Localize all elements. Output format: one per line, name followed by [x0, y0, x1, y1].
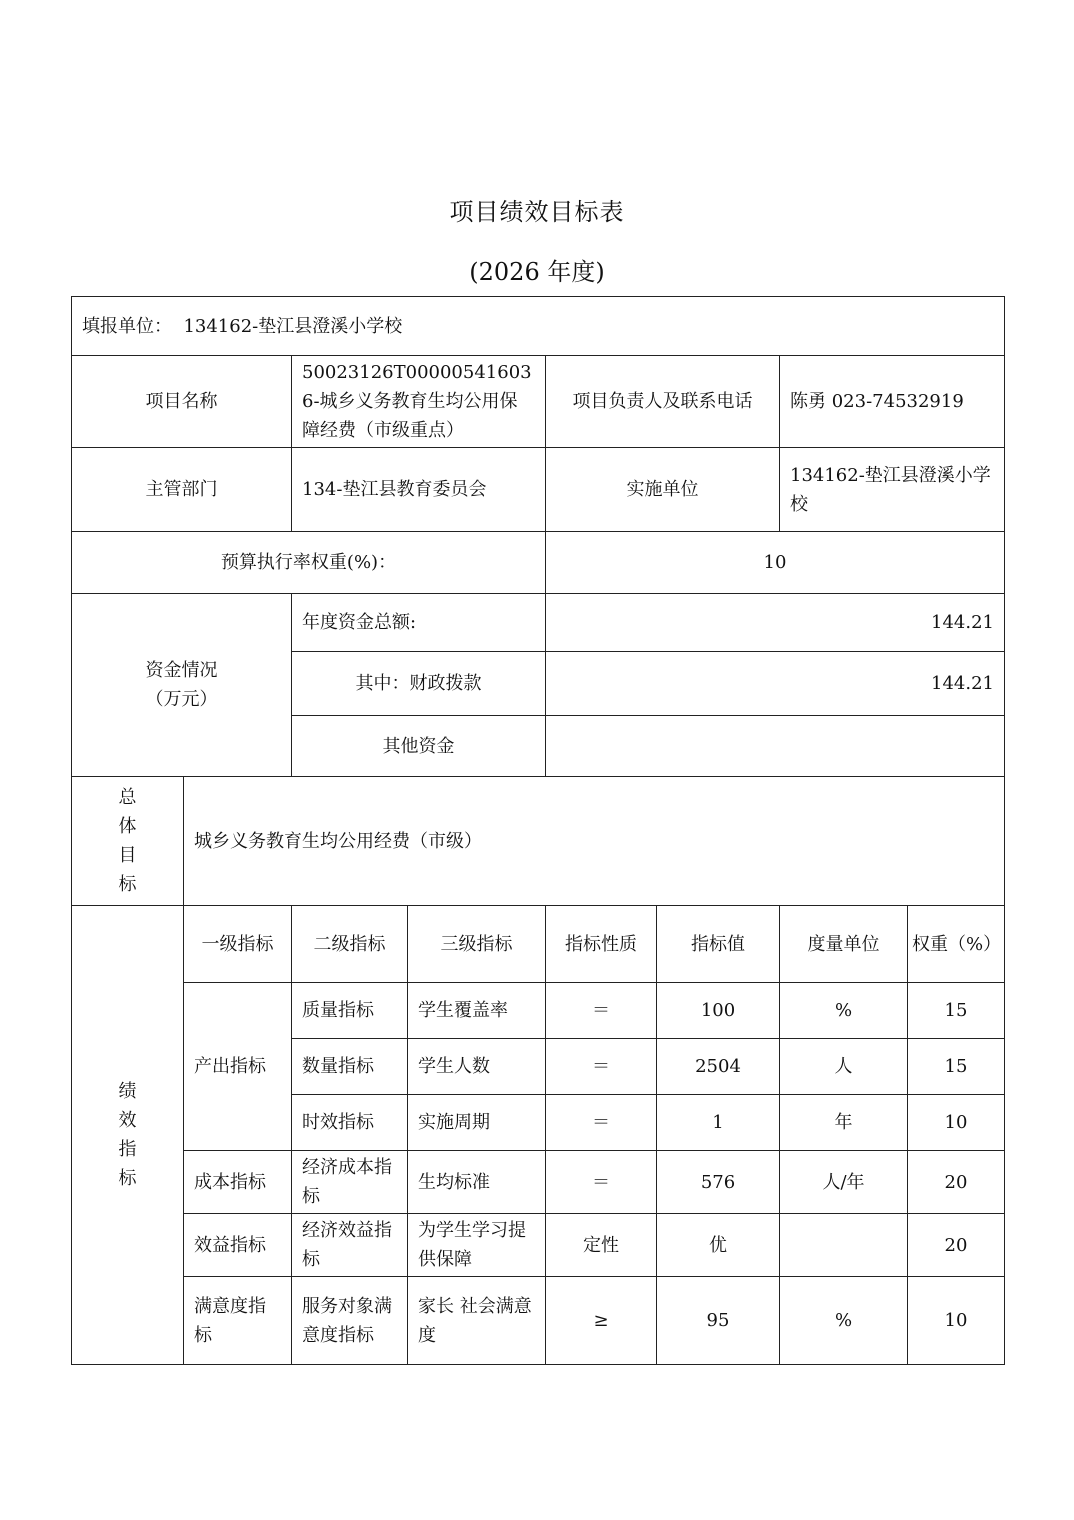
level3-cell: 生均标准: [408, 1151, 546, 1214]
value-cell: 95: [657, 1277, 780, 1365]
goal-row: [72, 777, 1005, 906]
nature-cell: ≥: [546, 1277, 657, 1365]
unit-cell: [780, 1214, 908, 1277]
table-row: [72, 1277, 1005, 1365]
perf-label-char: 指: [118, 1139, 137, 1160]
value-cell: 1: [657, 1095, 780, 1151]
annual-total-row: [72, 594, 1005, 652]
dept-label: 主管部门: [72, 448, 292, 532]
dept-value: 134-垫江县教育委员会: [292, 448, 546, 532]
level2-cell: 时效指标: [292, 1095, 408, 1151]
perf-label-char: 标: [118, 1168, 137, 1189]
level3-cell: 家长 社会满意度: [408, 1277, 546, 1365]
project-row: [72, 356, 1005, 448]
weight-cell: 20: [908, 1214, 1005, 1277]
unit-cell: 人: [780, 1039, 908, 1095]
budget-rate-value: 10: [546, 532, 1005, 594]
value-cell: 优: [657, 1214, 780, 1277]
perf-label: [72, 906, 184, 1365]
weight-cell: 15: [908, 983, 1005, 1039]
goal-label-char: 体: [118, 816, 137, 837]
unit-cell: %: [780, 983, 908, 1039]
page-subtitle: (2026 年度): [469, 258, 605, 286]
header-level1: 一级指标: [184, 906, 292, 983]
nature-cell: ＝: [546, 1039, 657, 1095]
unit-cell: [72, 297, 1005, 356]
budget-rate-row: [72, 532, 1005, 594]
level3-cell: 学生覆盖率: [408, 983, 546, 1039]
funds-label-line1: 资金情况: [145, 660, 218, 681]
unit-cell: %: [780, 1277, 908, 1365]
nature-cell: ＝: [546, 1095, 657, 1151]
table-row: [72, 1151, 1005, 1214]
perf-label-char: 效: [118, 1110, 137, 1131]
value-cell: 100: [657, 983, 780, 1039]
level2-cell: 经济效益指标: [292, 1214, 408, 1277]
other-funds-value: [546, 716, 1005, 777]
level3-cell: 学生人数: [408, 1039, 546, 1095]
fiscal-label: 其中：财政拨款: [292, 652, 546, 716]
header-unit: 度量单位: [780, 906, 908, 983]
weight-cell: 10: [908, 1277, 1005, 1365]
level3-cell: 实施周期: [408, 1095, 546, 1151]
funds-label: [72, 594, 292, 777]
header-nature: 指标性质: [546, 906, 657, 983]
goal-label-char: 目: [118, 845, 137, 866]
nature-cell: ＝: [546, 1151, 657, 1214]
fiscal-value: 144.21: [546, 652, 1005, 716]
impl-label: 实施单位: [546, 448, 780, 532]
header-weight: 权重（%）: [908, 906, 1005, 983]
value-cell: 2504: [657, 1039, 780, 1095]
level2-cell: 经济成本指标: [292, 1151, 408, 1214]
weight-cell: 20: [908, 1151, 1005, 1214]
level2-cell: 质量指标: [292, 983, 408, 1039]
nature-cell: ＝: [546, 983, 657, 1039]
unit-cell: 人/年: [780, 1151, 908, 1214]
header-row: [72, 906, 1005, 983]
level1-cell: 产出指标: [184, 983, 292, 1151]
weight-cell: 15: [908, 1039, 1005, 1095]
nature-cell: 定性: [546, 1214, 657, 1277]
value-cell: 576: [657, 1151, 780, 1214]
impl-value: 134162-垫江县澄溪小学校: [780, 448, 1005, 532]
contact-value: 陈勇 023-74532919: [780, 356, 1005, 448]
level1-cell: 成本指标: [184, 1151, 292, 1214]
weight-cell: 10: [908, 1095, 1005, 1151]
header-level3: 三级指标: [408, 906, 546, 983]
level2-cell: 数量指标: [292, 1039, 408, 1095]
table-row: [72, 983, 1005, 1039]
other-funds-label: 其他资金: [292, 716, 546, 777]
perf-label-char: 绩: [118, 1081, 137, 1102]
unit-value: 134162-垫江县澄溪小学校: [183, 315, 403, 337]
annual-total-value: 144.21: [546, 594, 1005, 652]
performance-table: [71, 296, 1005, 1365]
header-value: 指标值: [657, 906, 780, 983]
level3-cell: 为学生学习提供保障: [408, 1214, 546, 1277]
annual-total-label: 年度资金总额:: [292, 594, 546, 652]
goal-label: [72, 777, 184, 906]
funds-label-line2: （万元）: [145, 689, 218, 710]
goal-value: 城乡义务教育生均公用经费（市级）: [184, 777, 1005, 906]
header-level2: 二级指标: [292, 906, 408, 983]
level1-cell: 满意度指标: [184, 1277, 292, 1365]
unit-label: 填报单位：: [82, 315, 172, 337]
level2-cell: 服务对象满意度指标: [292, 1277, 408, 1365]
goal-label-char: 总: [118, 787, 137, 808]
level1-cell: 效益指标: [184, 1214, 292, 1277]
contact-label: 项目负责人及联系电话: [546, 356, 780, 448]
dept-row: [72, 448, 1005, 532]
table-row: [72, 1214, 1005, 1277]
unit-row: [72, 297, 1005, 356]
project-name-value: 50023126T000005416036-城乡义务教育生均公用保障经费（市级重点）: [292, 356, 546, 448]
goal-label-char: 标: [118, 874, 137, 895]
project-name-label: 项目名称: [72, 356, 292, 448]
budget-rate-label: 预算执行率权重(%)：: [72, 532, 546, 594]
unit-cell: 年: [780, 1095, 908, 1151]
page-title: 项目绩效目标表: [449, 198, 625, 226]
